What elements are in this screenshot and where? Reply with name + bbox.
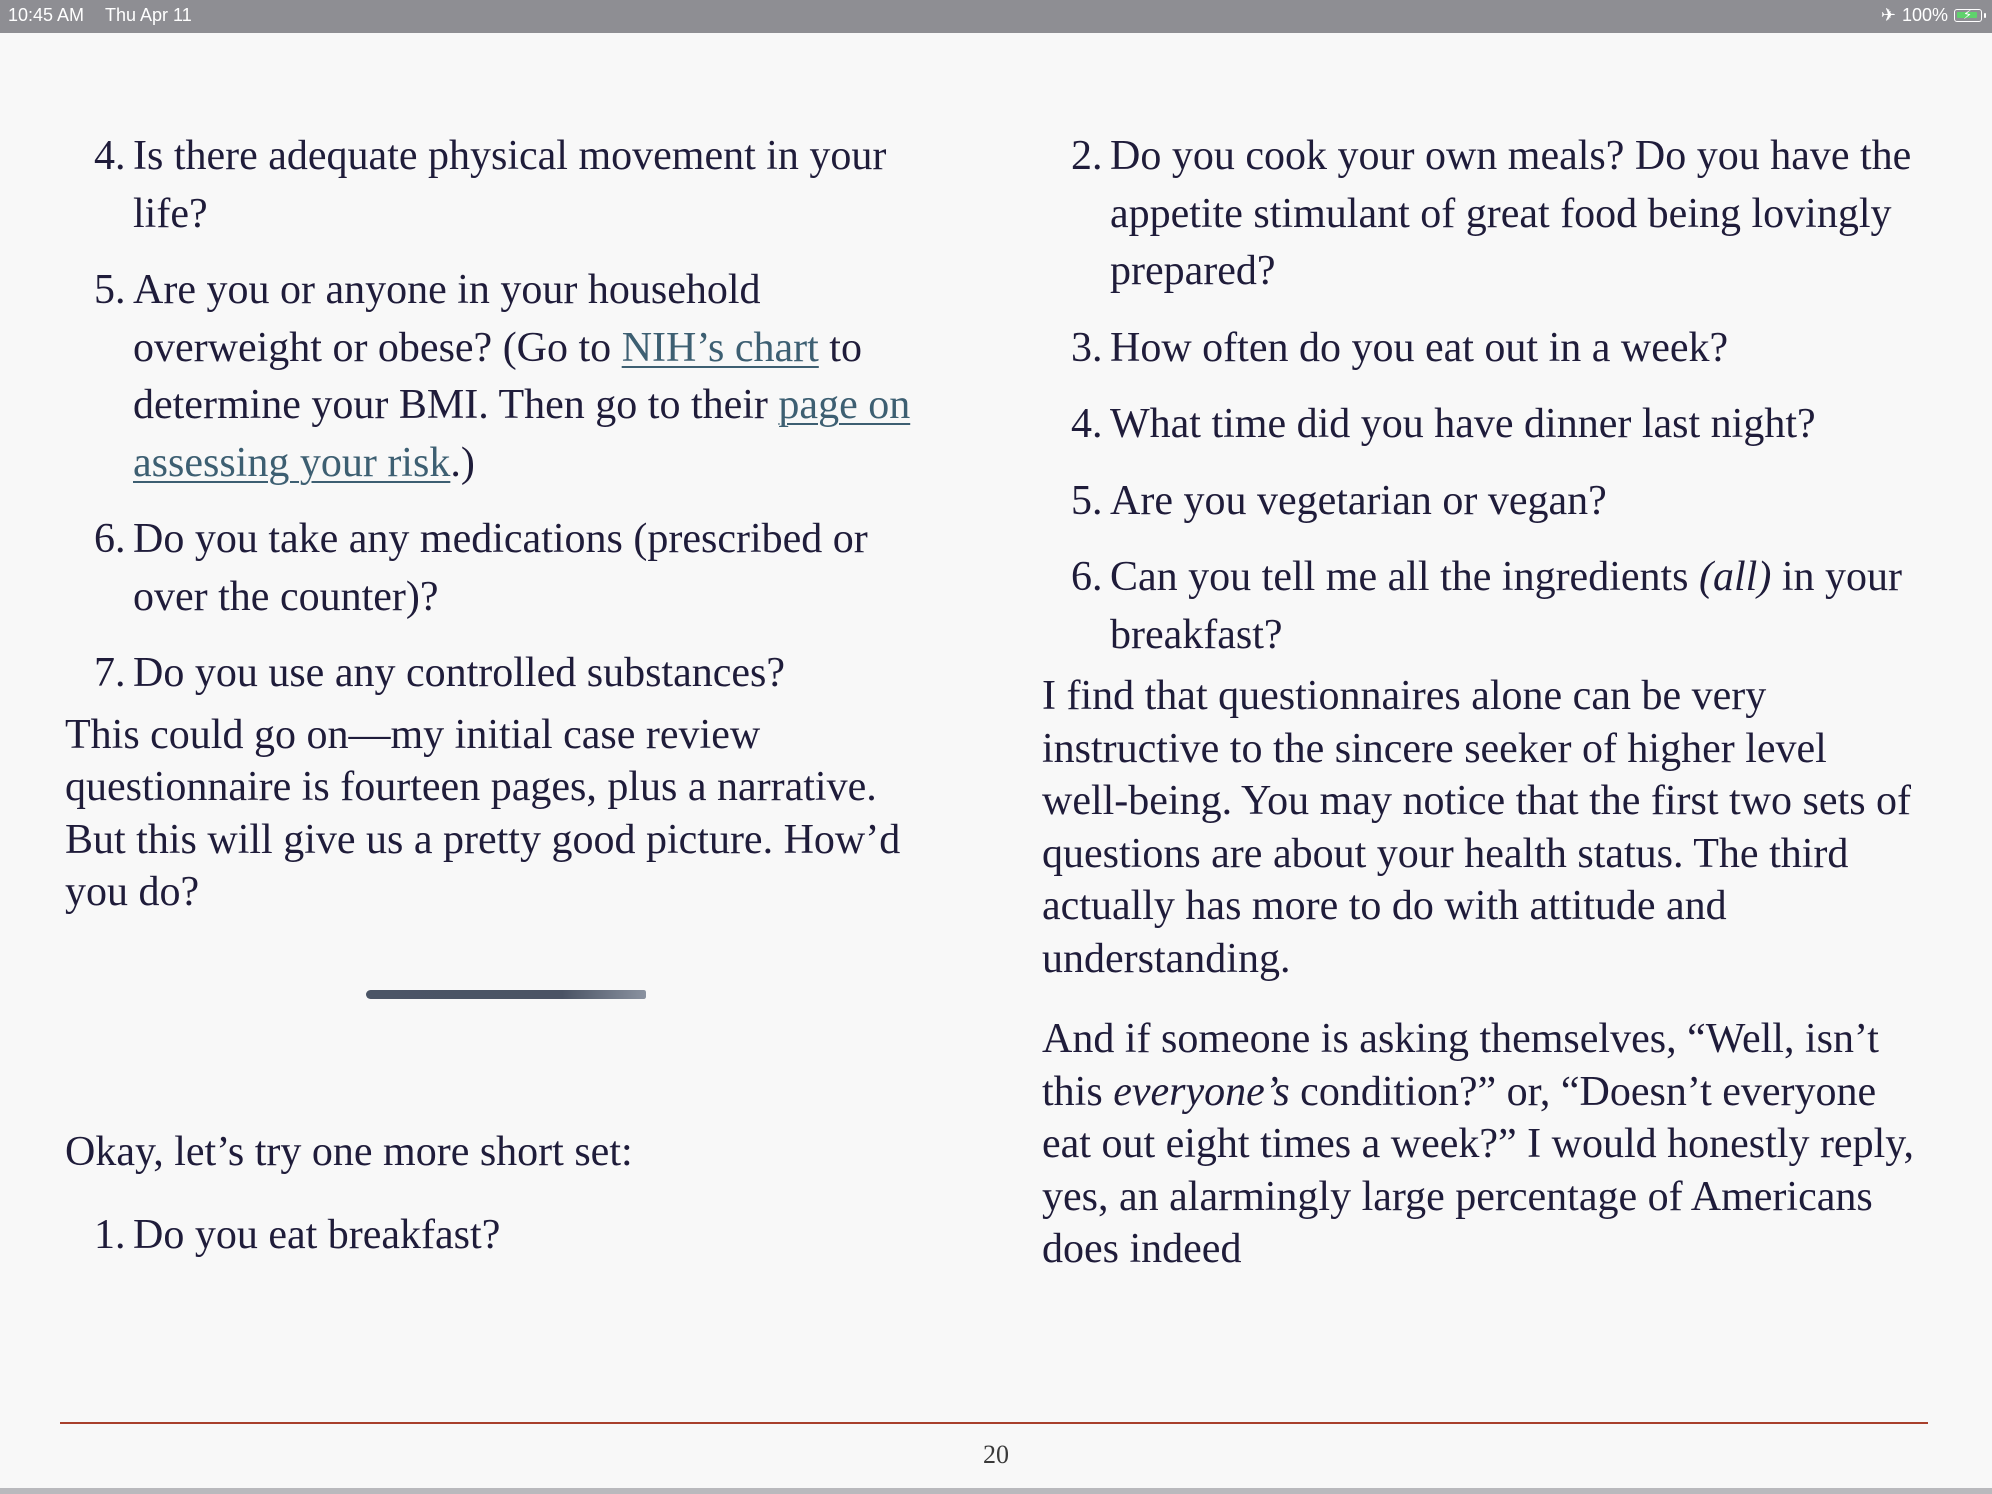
list-item-text-end: in your breakfast?: [1110, 554, 1902, 658]
status-right: [1881, 5, 1982, 26]
list-item-number: 2.: [1071, 133, 1103, 179]
page-number: 20: [983, 1440, 1009, 1469]
body-paragraph: Okay, let’s try one more short set:: [65, 1129, 633, 1175]
body-paragraph: This could go on—my initial case review questionnaire is fourteen pages, plus a narrative. But this will give us a pretty good picture. How’d you do?: [65, 711, 901, 915]
list-item-text: How often do you eat out in a week?: [1110, 324, 1729, 371]
list-item-emphasis: (all): [1699, 554, 1772, 600]
list-item-number: 1.: [94, 1211, 126, 1258]
list-item-number: 5.: [1071, 477, 1103, 524]
list-item-text-middle: to determine your BMI. Then go to their: [133, 324, 862, 428]
status-time: 10:45 AM: [8, 5, 85, 25]
list-item: [1042, 473, 1922, 531]
list-item: [1042, 128, 1922, 301]
list-item-text-end: .): [450, 439, 475, 486]
question-list-diet: [65, 1207, 945, 1265]
question-list-diet-continued: [1042, 128, 1922, 664]
list-item-text: Do you cook your own meals? Do you have the appetite stimulant of great food being lovingly prepared?: [1110, 133, 1912, 294]
list-item-number: 7.: [94, 650, 126, 696]
left-page-column: [65, 128, 945, 945]
paragraph-emphasis: everyone’s: [1113, 1068, 1290, 1115]
right-page-column: [1042, 128, 1922, 1302]
battery-percent: 100%: [1901, 5, 1948, 25]
home-indicator-bar: [0, 1488, 1992, 1494]
status-bar: [0, 0, 1992, 33]
charging-bolt-icon: ⚡: [1963, 7, 1973, 22]
paragraph-text-start: And if someone is asking themselves, “Well, isn’t this: [1042, 1016, 1879, 1115]
list-item: [1042, 320, 1922, 378]
footer-rule: [60, 1422, 1928, 1424]
list-item-number: 3.: [1071, 324, 1103, 371]
list-item-text: Do you eat breakfast?: [133, 1211, 501, 1258]
list-item: [65, 262, 945, 492]
list-item: [1042, 549, 1922, 664]
list-item-text: What time did you have dinner last night?: [1110, 401, 1816, 447]
status-date: Thu Apr 11: [105, 5, 192, 25]
list-item: [65, 1207, 945, 1265]
body-paragraph-continued: [1042, 1013, 1922, 1276]
list-item-number: 4.: [1071, 401, 1103, 447]
list-item-number: 6.: [94, 516, 126, 562]
nih-chart-link[interactable]: NIH’s chart: [621, 324, 819, 371]
airplane-icon: ✈: [1880, 5, 1896, 25]
list-item-text-start: Can you tell me all the ingredients: [1110, 554, 1700, 600]
list-item: [65, 128, 945, 243]
list-item-text: Do you use any controlled substances?: [133, 650, 786, 696]
list-item-number: 5.: [94, 267, 126, 313]
list-item-number: 6.: [1071, 554, 1103, 600]
list-item-text: Is there adequate physical movement in your life?: [133, 133, 887, 237]
battery-icon: [1954, 9, 1982, 22]
body-paragraph: I find that questionnaires alone can be very instructive to the sincere seeker of higher level well-being. You may notice that the first two sets of questions are about your health status. The third actually has more to do with attitude and understanding.: [1042, 673, 1912, 982]
list-item-text: Do you take any medications (prescribed or over the counter)?: [133, 516, 868, 620]
list-item: [1042, 396, 1922, 454]
list-item-number: 4.: [94, 133, 126, 179]
left-page-column-lower: [65, 1126, 945, 1283]
list-item-text-start: Are you or anyone in your household overweight or obese? (Go to: [133, 267, 761, 371]
section-divider: [366, 990, 646, 999]
assessing-risk-link[interactable]: page on assessing your risk: [133, 382, 911, 486]
list-item-text: Are you vegetarian or vegan?: [1110, 477, 1607, 524]
list-item: [65, 511, 945, 626]
question-list-health: [65, 128, 945, 703]
list-item: [65, 645, 945, 703]
paragraph-text-end: condition?” or, “Doesn’t everyone eat out eight times a week?” I would honestly reply, yes, an alarmingly large percentage of Americans does indeed: [1042, 1068, 1915, 1272]
